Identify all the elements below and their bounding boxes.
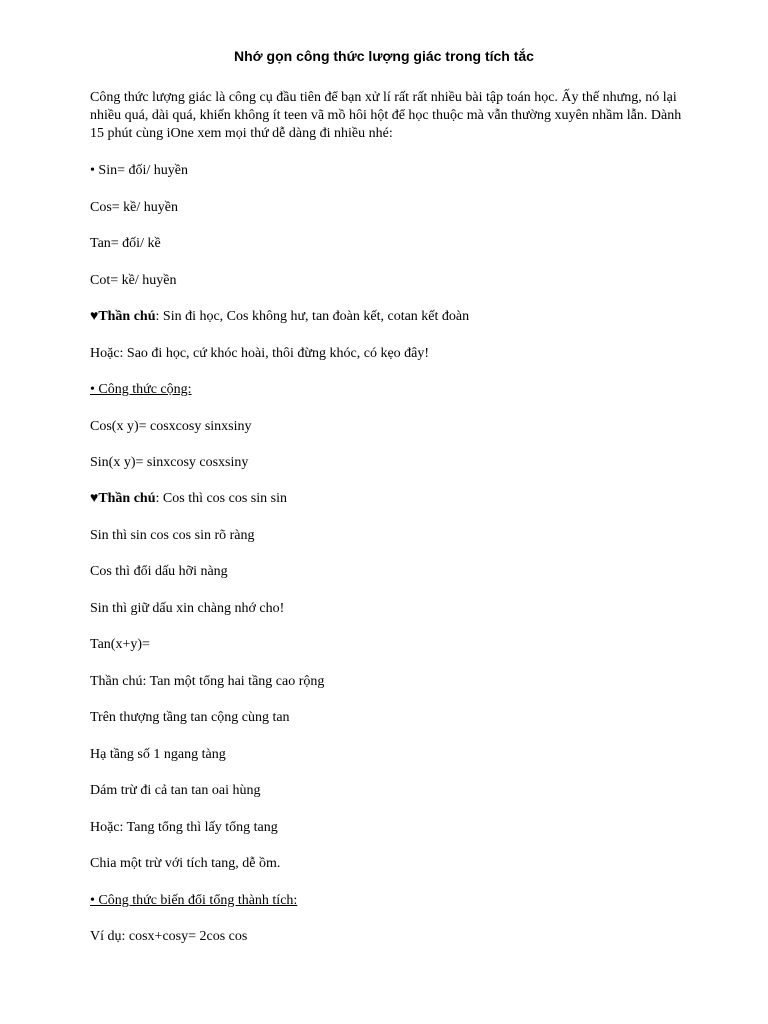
alternative-line-1: Hoặc: Sao đi học, cứ khóc hoài, thôi đừng khóc, có kẹo đây! xyxy=(90,346,430,361)
verse-cos-rule: Cos thì đổi dấu hỡi nàng xyxy=(90,564,228,579)
alternative-line-2: Hoặc: Tang tổng thì lấy tổng tang xyxy=(90,820,278,835)
chant-label: ♥Thần chú xyxy=(90,491,156,506)
tan-definition: Tan= đối/ kề xyxy=(90,236,161,251)
chant-text: : Sin đi học, Cos không hư, tan đoàn kết, cotan kết đoàn xyxy=(155,309,470,324)
chant-text: : Cos thì cos cos sin sin xyxy=(155,491,287,506)
tan-sum-formula: Tan(x+y)= xyxy=(90,637,150,652)
sin-addition-formula: Sin(x y)= sinxcosy cosxsiny xyxy=(90,455,249,470)
verse-lower: Hạ tầng số 1 ngang tàng xyxy=(90,747,226,762)
verse-dare: Dám trừ đi cả tan tan oai hùng xyxy=(90,783,261,798)
sin-definition: • Sin= đối/ huyền xyxy=(90,163,188,178)
verse-sin-rule: Sin thì sin cos cos sin rõ ràng xyxy=(90,528,255,543)
example-line: Ví dụ: cosx+cosy= 2cos cos xyxy=(90,929,248,944)
verse-upper: Trên thượng tầng tan cộng cùng tan xyxy=(90,710,290,725)
chant-line-3: Thần chú: Tan một tổng hai tầng cao rộng xyxy=(90,674,325,689)
cot-definition: Cot= kề/ huyền xyxy=(90,273,177,288)
verse-sin-keep: Sin thì giữ dấu xin chàng nhớ cho! xyxy=(90,601,285,616)
chant-label: ♥Thần chú xyxy=(90,309,156,324)
intro-paragraph: Công thức lượng giác là công cụ đầu tiên để bạn xử lí rất rất nhiều bài tập toán học. Ấy thế nhưng, nó lại nhiều quá, dài quá, khiến không ít teen vã mồ hôi hột để học thuộc mà vẫn thường xuyên nhầm lẫn. Dành 15 phút cùng iOne xem mọi thứ dễ dàng đi nhiều nhé: xyxy=(90,90,682,141)
document-title: Nhớ gọn công thức lượng giác trong tích tắc xyxy=(234,48,534,64)
cos-definition: Cos= kề/ huyền xyxy=(90,200,178,215)
section-heading-addition: • Công thức cộng: xyxy=(90,382,192,397)
cos-addition-formula: Cos(x y)= cosxcosy sinxsiny xyxy=(90,419,252,434)
verse-divide: Chia một trừ với tích tang, dễ ồm. xyxy=(90,856,281,871)
section-heading-sum-to-product: • Công thức biến đổi tổng thành tích: xyxy=(90,893,298,908)
chant-line-2 xyxy=(90,490,287,508)
chant-line-1 xyxy=(90,308,469,326)
